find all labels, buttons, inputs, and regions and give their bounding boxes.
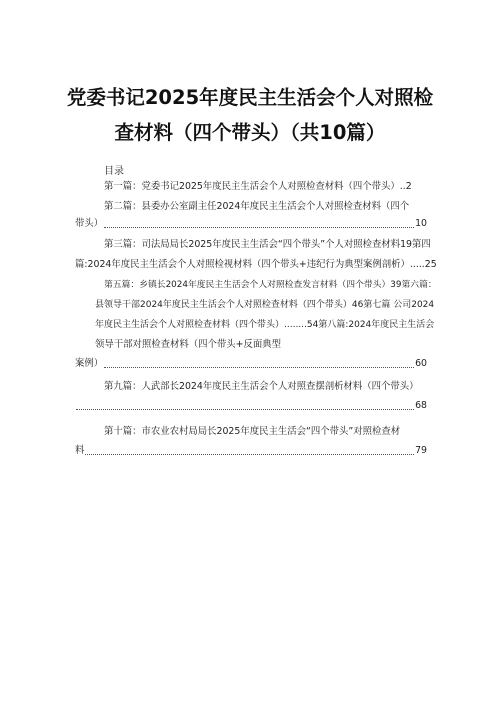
document-title-line-2: 查材料（四个带头）（共10篇） xyxy=(114,121,386,144)
toc-entry-4-line[interactable]: 篇:2024年度民主生活会个人对照检视材料（四个带头+违纪行为典型案例剖析）.....25 xyxy=(75,259,437,270)
toc-entry-5-line[interactable]: 第五篇：乡镇长2024年度民主生活会个人对照检查发言材料（四个带头）39第六篇： xyxy=(104,280,437,290)
toc-entry-10-line-1[interactable]: 第十篇：市农业农村局局长2025年度民主生活会“四个带头”对照检查材 xyxy=(104,426,401,437)
toc-entry-2-line-2[interactable] xyxy=(75,218,427,230)
toc-entry-2-text: 带头） xyxy=(75,218,104,229)
toc-entry-10-text: 料 xyxy=(75,445,85,456)
toc-entry-8-line-1[interactable]: 领导干部对照检查材料（四个带头+反面典型 xyxy=(95,339,281,350)
toc-entry-1[interactable]: 第一篇：党委书记2025年度民主生活会个人对照检查材料（四个带头）..2 xyxy=(104,181,412,192)
toc-entry-9-line-2[interactable] xyxy=(75,400,427,412)
toc-entry-8-text: 案例） xyxy=(75,358,104,369)
toc-entry-8-line-2[interactable] xyxy=(75,358,427,370)
dot-leader xyxy=(85,453,414,455)
toc-entry-2-page: 10 xyxy=(415,218,427,229)
toc-entry-3-line-1[interactable]: 第三篇：司法局局长2025年度民主生活会“四个带头”个人对照检查材料19第四 xyxy=(104,239,431,250)
toc-entry-6-line[interactable]: 县领导干部2024年度民主生活会个人对照检查材料（四个带头）46第七篇 公司2024 xyxy=(95,300,435,310)
toc-entry-10-page: 79 xyxy=(415,445,427,456)
document-title-line-1: 党委书记2025年度民主生活会个人对照检 xyxy=(66,86,434,109)
toc-entry-9-page: 68 xyxy=(415,400,427,411)
dot-leader xyxy=(104,226,414,228)
toc-entry-7-line[interactable]: 年度民主生活会个人对照检查材料（四个带头）........54第八篇:2024年度民主生活会 xyxy=(95,320,435,330)
dot-leader xyxy=(76,408,414,410)
toc-entry-9-line-1[interactable]: 第九篇：人武部长2024年度民主生活会个人对照查摆剖析材料（四个带头） xyxy=(104,381,419,392)
toc-entry-2-line-1[interactable]: 第二篇：县委办公室副主任2024年度民主生活会个人对照检查材料（四个 xyxy=(104,201,410,212)
toc-entry-10-line-2[interactable] xyxy=(75,445,427,457)
dot-leader xyxy=(104,366,414,368)
toc-heading: 目录 xyxy=(104,166,124,177)
toc-entry-8-page: 60 xyxy=(415,358,427,369)
